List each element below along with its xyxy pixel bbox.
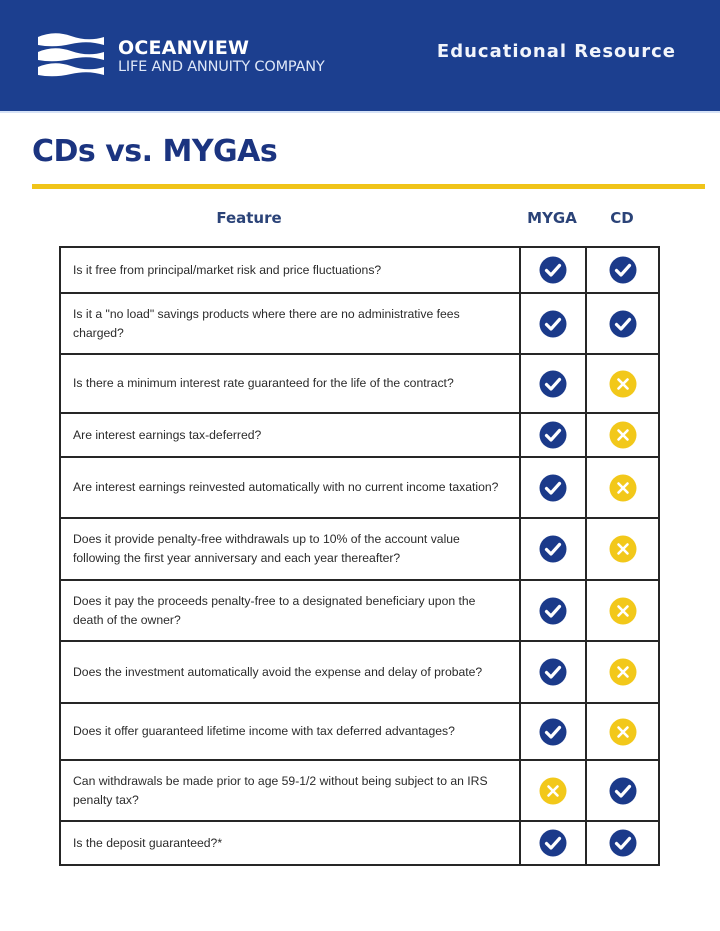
page-title: CDs vs. MYGAs: [32, 134, 278, 169]
x-circle-icon: [539, 777, 567, 805]
column-header-cd: CD: [610, 209, 634, 227]
column-header-feature: Feature: [216, 209, 282, 227]
feature-question: Is the deposit guaranteed?*: [61, 822, 521, 864]
x-circle-icon: [609, 370, 637, 398]
feature-question: Can withdrawals be made prior to age 59-1/2 without being subject to an IRS penalty tax?: [61, 761, 521, 820]
cd-cell: [587, 704, 658, 759]
title-divider: [32, 184, 705, 189]
table-row: [61, 292, 658, 353]
feature-question: Is it a "no load" savings products where there are no administrative fees charged?: [61, 294, 521, 353]
cd-cell: [587, 761, 658, 820]
table-row: [61, 640, 658, 702]
myga-cell: [521, 519, 587, 579]
myga-cell: [521, 414, 587, 456]
feature-question: Is there a minimum interest rate guaranteed for the life of the contract?: [61, 355, 521, 412]
check-circle-icon: [539, 658, 567, 686]
x-circle-icon: [609, 658, 637, 686]
check-circle-icon: [539, 421, 567, 449]
check-circle-icon: [609, 310, 637, 338]
x-circle-icon: [609, 597, 637, 625]
table-row: [61, 412, 658, 456]
brand-name: OCEANVIEW: [118, 37, 250, 59]
check-circle-icon: [539, 597, 567, 625]
myga-cell: [521, 822, 587, 864]
cd-cell: [587, 822, 658, 864]
myga-cell: [521, 581, 587, 640]
x-circle-icon: [609, 535, 637, 563]
check-circle-icon: [539, 535, 567, 563]
myga-cell: [521, 761, 587, 820]
table-row: [61, 820, 658, 864]
check-circle-icon: [539, 474, 567, 502]
ocean-waves-icon: [36, 31, 106, 77]
cd-cell: [587, 294, 658, 353]
feature-question: Are interest earnings tax-deferred?: [61, 414, 521, 456]
check-circle-icon: [539, 256, 567, 284]
check-circle-icon: [609, 829, 637, 857]
table-row: [61, 353, 658, 412]
table-row: [61, 456, 658, 517]
table-row: [61, 702, 658, 759]
check-circle-icon: [609, 256, 637, 284]
check-circle-icon: [539, 310, 567, 338]
myga-cell: [521, 248, 587, 292]
cd-cell: [587, 414, 658, 456]
feature-question: Is it free from principal/market risk and price fluctuations?: [61, 248, 521, 292]
feature-question: Does the investment automatically avoid the expense and delay of probate?: [61, 642, 521, 702]
check-circle-icon: [539, 829, 567, 857]
cd-cell: [587, 458, 658, 517]
check-circle-icon: [539, 718, 567, 746]
cd-cell: [587, 581, 658, 640]
table-row: [61, 517, 658, 579]
column-header-myga: MYGA: [527, 209, 577, 227]
feature-question: Does it offer guaranteed lifetime income with tax deferred advantages?: [61, 704, 521, 759]
header-banner: [0, 0, 720, 113]
comparison-table: [59, 246, 660, 866]
cd-cell: [587, 248, 658, 292]
feature-question: Does it pay the proceeds penalty-free to a designated beneficiary upon the death of the owner?: [61, 581, 521, 640]
myga-cell: [521, 704, 587, 759]
feature-question: Does it provide penalty-free withdrawals up to 10% of the account value following the first year anniversary and each year thereafter?: [61, 519, 521, 579]
myga-cell: [521, 642, 587, 702]
cd-cell: [587, 355, 658, 412]
x-circle-icon: [609, 474, 637, 502]
table-row: [61, 579, 658, 640]
myga-cell: [521, 355, 587, 412]
resource-label: Educational Resource: [436, 41, 676, 62]
x-circle-icon: [609, 718, 637, 746]
myga-cell: [521, 458, 587, 517]
table-row: [61, 248, 658, 292]
check-circle-icon: [539, 370, 567, 398]
brand-subtitle: LIFE AND ANNUITY COMPANY: [118, 59, 325, 75]
feature-question: Are interest earnings reinvested automatically with no current income taxation?: [61, 458, 521, 517]
cd-cell: [587, 519, 658, 579]
cd-cell: [587, 642, 658, 702]
x-circle-icon: [609, 421, 637, 449]
myga-cell: [521, 294, 587, 353]
table-row: [61, 759, 658, 820]
check-circle-icon: [609, 777, 637, 805]
